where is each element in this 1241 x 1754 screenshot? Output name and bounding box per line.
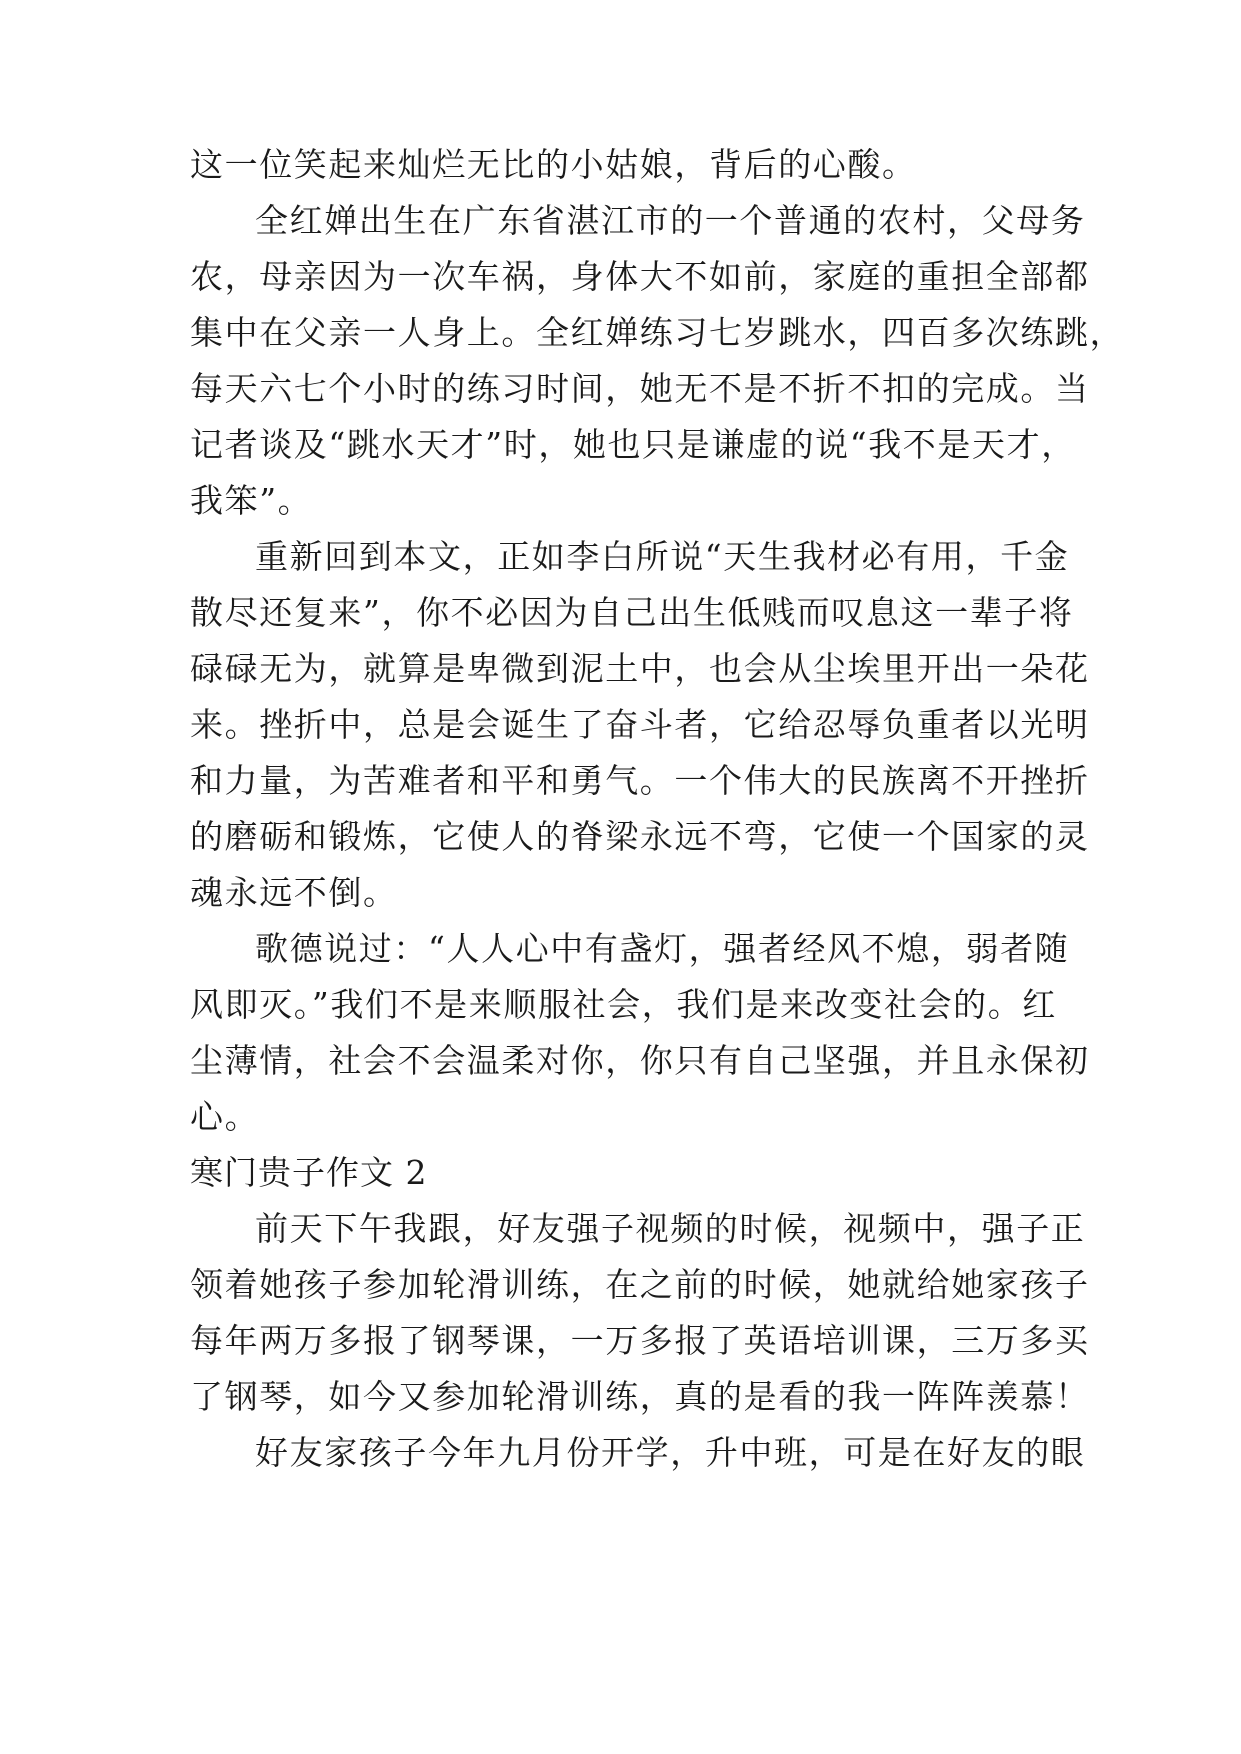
section-heading: 寒门贵子作文 2: [190, 1153, 428, 1192]
text-line: 这一位笑起来灿烂无比的小姑娘，背后的心酸。: [190, 145, 917, 184]
text-line: 记者谈及“跳水天才”时，她也只是谦虚的说“我不是天才，: [190, 425, 1076, 464]
text-line: 的磨砺和锻炼，它使人的脊梁永远不弯，它使一个国家的灵: [190, 817, 1090, 856]
text-line: 我笨”。: [190, 481, 313, 520]
text-line: 魂永远不倒。: [190, 873, 398, 912]
text-line: 集中在父亲一人身上。全红婵练习七岁跳水，四百多次练跳，: [190, 313, 1125, 352]
paragraph-start-line: 歌德说过：“人人心中有盏灯，强者经风不熄，弱者随: [255, 929, 1070, 968]
paragraph-start-line: 好友家孩子今年九月份开学，升中班，可是在好友的眼: [255, 1433, 1086, 1472]
text-line: 心。: [190, 1097, 260, 1136]
text-line: 来。挫折中，总是会诞生了奋斗者，它给忍辱负重者以光明: [190, 705, 1090, 744]
text-line: 散尽还复来”，你不必因为自己出生低贱而叹息这一辈子将: [190, 593, 1074, 632]
text-line: 了钢琴，如今又参加轮滑训练，真的是看的我一阵阵羡慕！: [190, 1377, 1090, 1416]
text-line: 每天六七个小时的练习时间，她无不是不折不扣的完成。当: [190, 369, 1090, 408]
text-line: 农，母亲因为一次车祸，身体大不如前，家庭的重担全部都: [190, 257, 1090, 296]
paragraph-start-line: 全红婵出生在广东省湛江市的一个普通的农村，父母务: [255, 201, 1086, 240]
paragraph-start-line: 前天下午我跟，好友强子视频的时候，视频中，强子正: [255, 1209, 1086, 1248]
text-line: 每年两万多报了钢琴课，一万多报了英语培训课，三万多买: [190, 1321, 1090, 1360]
text-line: 和力量，为苦难者和平和勇气。一个伟大的民族离不开挫折: [190, 761, 1090, 800]
text-line: 碌碌无为，就算是卑微到泥土中，也会从尘埃里开出一朵花: [190, 649, 1090, 688]
text-line: 领着她孩子参加轮滑训练，在之前的时候，她就给她家孩子: [190, 1265, 1090, 1304]
paragraph-start-line: 重新回到本文，正如李白所说“天生我材必有用，千金: [255, 537, 1070, 576]
text-line: 风即灭。”我们不是来顺服社会，我们是来改变社会的。红: [190, 985, 1057, 1024]
text-line: 尘薄情，社会不会温柔对你，你只有自己坚强，并且永保初: [190, 1041, 1090, 1080]
